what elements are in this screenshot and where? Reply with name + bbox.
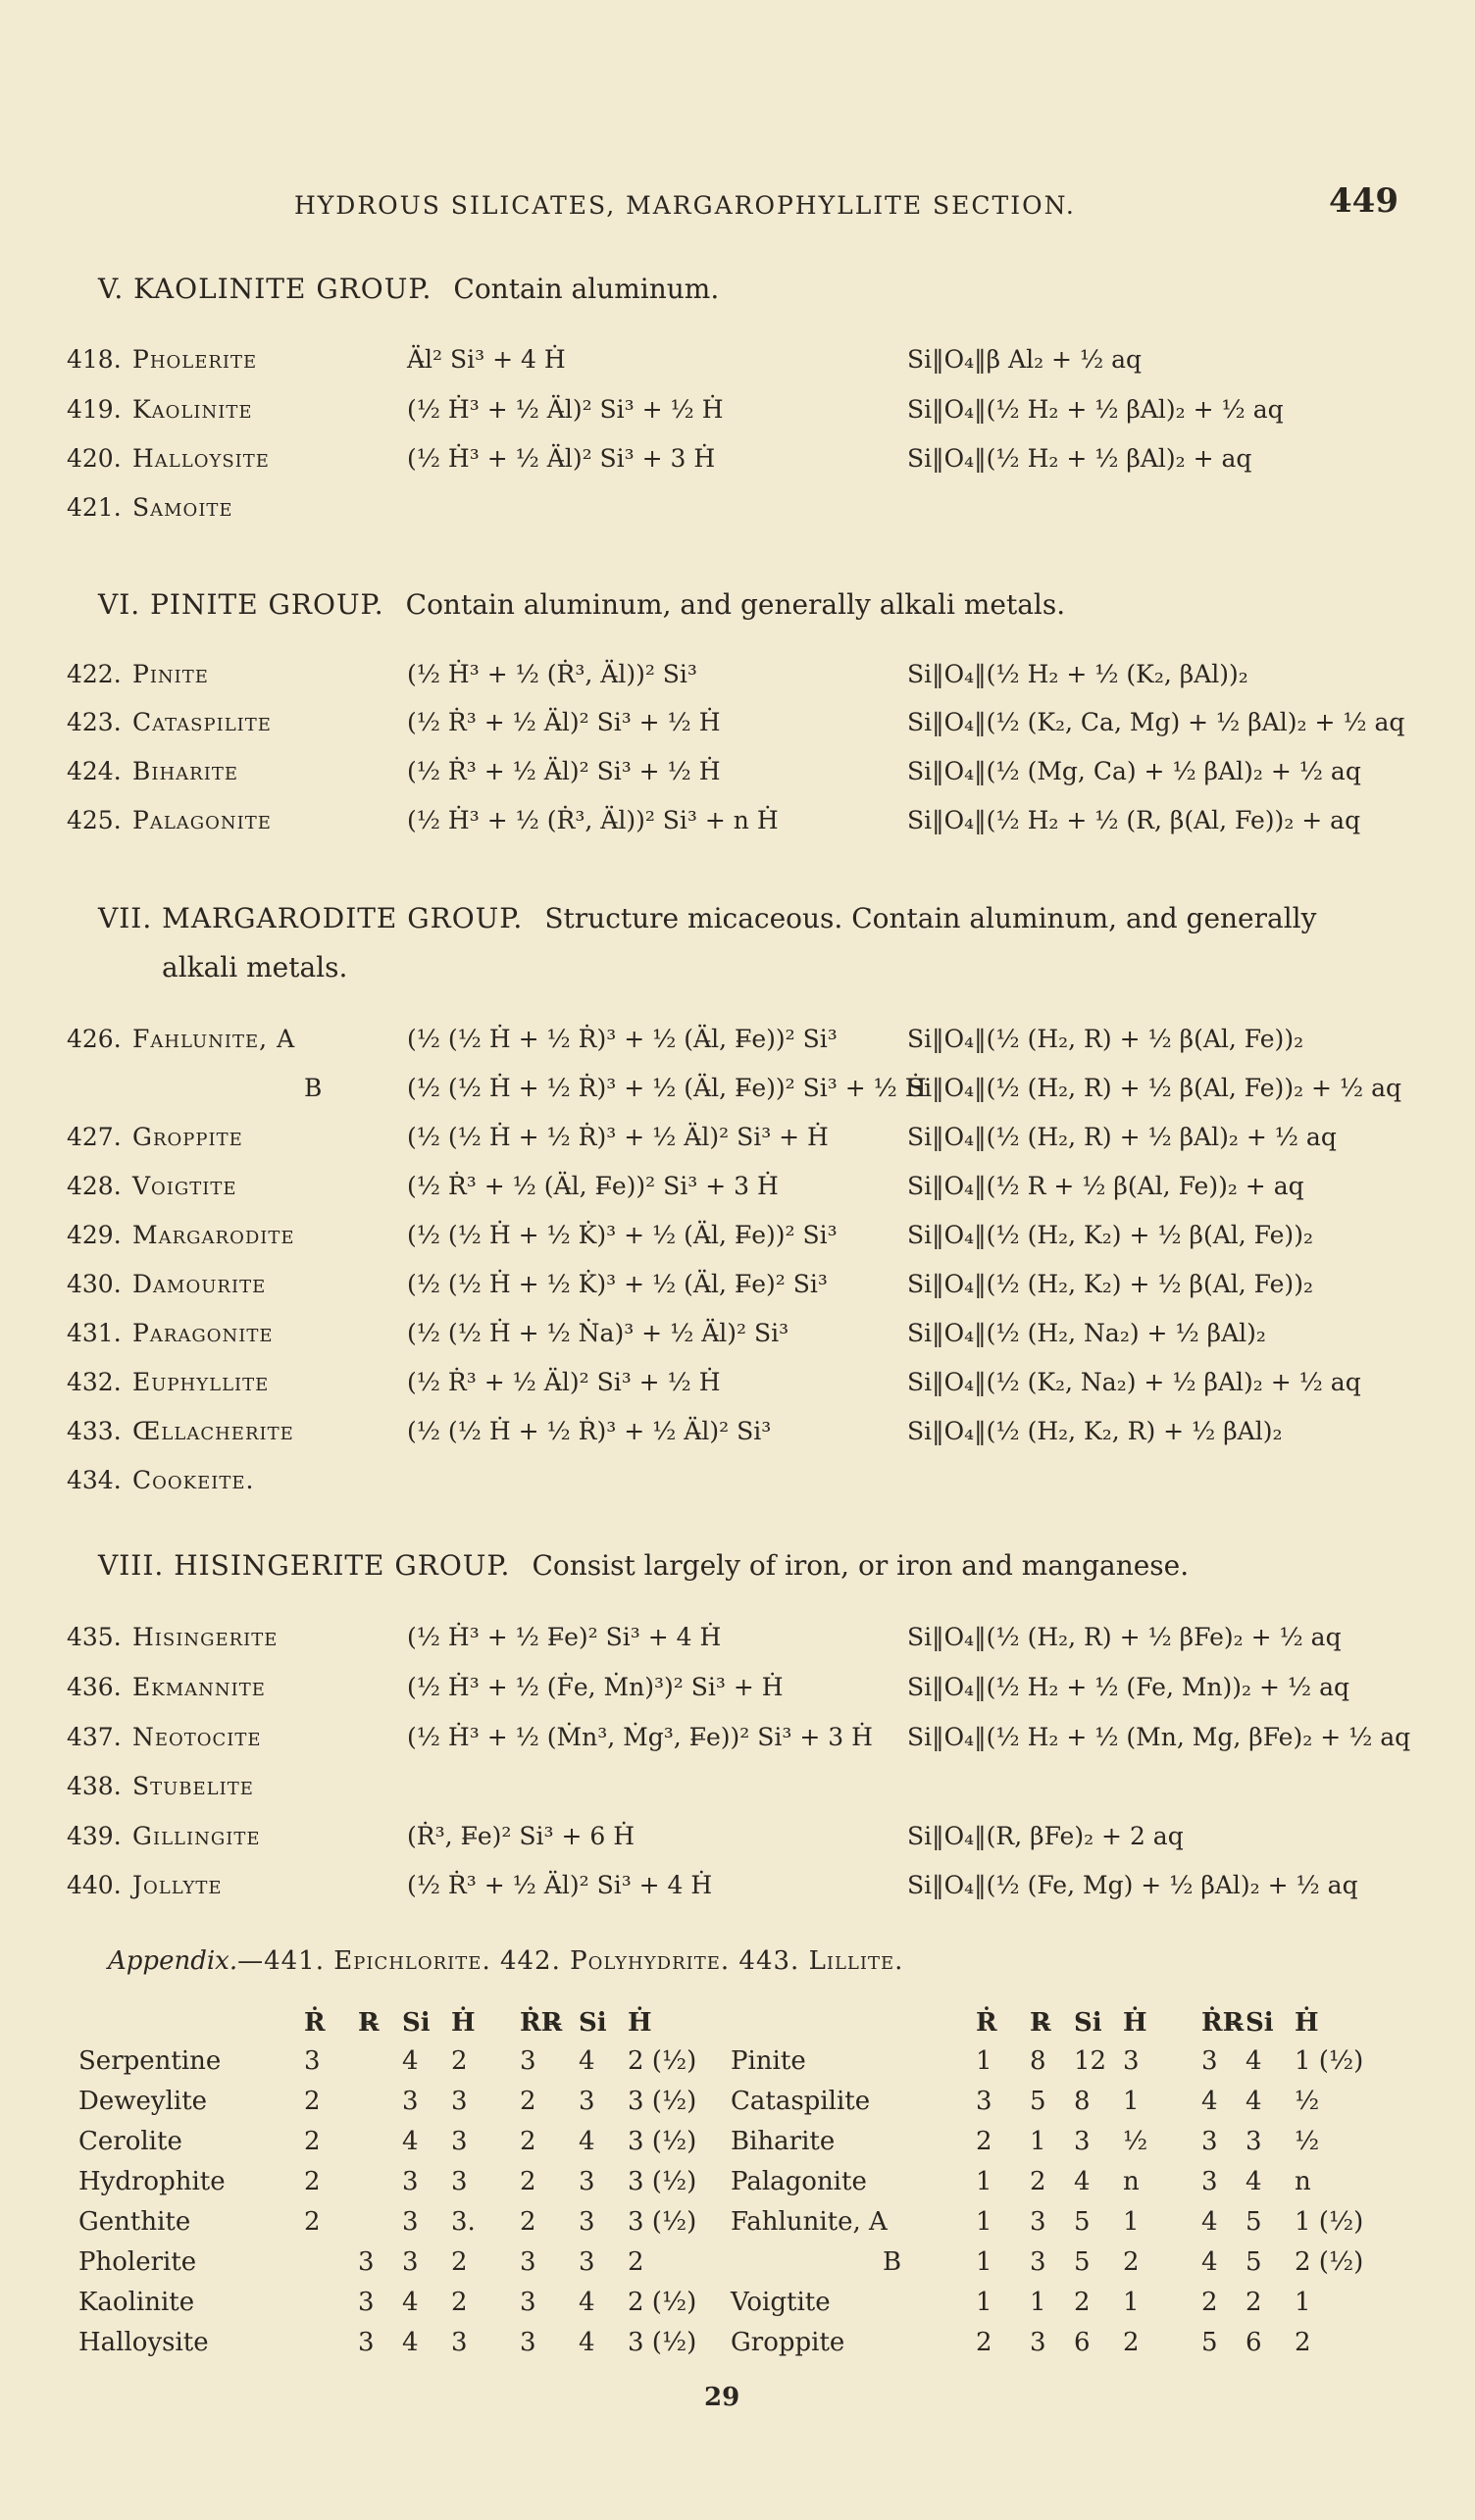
- mineral-row: [0, 1270, 1475, 1315]
- mineral-number: 427.: [67, 1123, 122, 1151]
- mineral-row: [0, 1623, 1475, 1668]
- ratio-value: 3: [358, 2328, 375, 2357]
- mineral-row: [0, 1723, 1475, 1768]
- ratio-value: 3 (½): [628, 2207, 697, 2237]
- structural-formula: Si‖O₄‖(R, βFe)₂ + 2 aq: [907, 1822, 1184, 1850]
- ratio-value: 3: [1074, 2127, 1091, 2156]
- mineral-number: 440.: [67, 1871, 122, 1899]
- mineral-number: 438.: [67, 1772, 122, 1800]
- ratio-value: 2: [451, 2046, 468, 2076]
- ratio-row-name: Hydrophite: [78, 2167, 226, 2196]
- structural-formula: Si‖O₄‖(½ (H₂, R) + ½ β(Al, Fe))₂ + ½ aq: [907, 1074, 1402, 1102]
- group-description: Structure micaceous. Contain aluminum, and generally: [544, 902, 1317, 934]
- column-header: R̶: [1030, 2008, 1051, 2038]
- group-description: Consist largely of iron, or iron and manganese.: [532, 1549, 1190, 1582]
- ratio-value: 1: [1123, 2087, 1140, 2116]
- ratio-value: ½: [1295, 2127, 1320, 2156]
- ratio-value: 1: [976, 2167, 992, 2196]
- mineral-row: [0, 1673, 1475, 1718]
- ratio-value: 3 (½): [628, 2087, 697, 2116]
- section-title: [98, 588, 1065, 621]
- column-header: Ṙ: [304, 2008, 326, 2038]
- mineral-name: Euphyllite: [132, 1368, 270, 1396]
- mineral-name: Pinite: [132, 660, 209, 688]
- ratio-value: n: [1123, 2167, 1140, 2196]
- mineral-row: [0, 1025, 1475, 1070]
- mineral-number: 419.: [67, 395, 122, 424]
- mineral-number: 424.: [67, 757, 122, 785]
- ratio-value: 2: [1123, 2328, 1140, 2357]
- ratio-value: 5: [1030, 2087, 1046, 2116]
- ratio-value: 4: [1074, 2167, 1091, 2196]
- ratio-value: ½: [1123, 2127, 1148, 2156]
- column-header: R̶: [358, 2008, 380, 2038]
- ratio-value: 2: [1295, 2328, 1311, 2357]
- mineral-name: Gillingite: [132, 1822, 261, 1850]
- oxygen-ratio-formula: (½ Ḣ³ + ½ Ä̶l)² Si³ + 3 Ḣ: [407, 444, 716, 473]
- mineral-row: [0, 1772, 1475, 1817]
- ratio-value: 2: [1030, 2167, 1046, 2196]
- ratio-value: 1: [976, 2247, 992, 2277]
- column-header: Si: [1246, 2008, 1274, 2038]
- ratio-value: 4: [579, 2127, 595, 2156]
- ratio-value: 3: [1201, 2167, 1218, 2196]
- running-head: HYDROUS SILICATES, MARGAROPHYLLITE SECTION.: [294, 191, 1076, 220]
- ratio-value: 1: [1123, 2288, 1140, 2317]
- mineral-row: [0, 1368, 1475, 1413]
- mineral-number: 433.: [67, 1417, 122, 1445]
- section-title: [98, 273, 719, 305]
- ratio-row: [0, 2046, 1475, 2086]
- ratio-value: 2: [520, 2087, 536, 2116]
- ratio-value: 3: [1030, 2247, 1046, 2277]
- ratio-value: 1 (½): [1295, 2046, 1364, 2076]
- appendix-text: —441. Epichlorite. 442. Polyhydrite. 443. Lillite.: [237, 1946, 904, 1976]
- mineral-row: [0, 806, 1475, 851]
- structural-formula: Si‖O₄‖β Al₂ + ½ aq: [907, 345, 1143, 374]
- mineral-row: [0, 708, 1475, 753]
- ratio-value: 4: [579, 2288, 595, 2317]
- ratio-row-name: Palagonite: [731, 2167, 867, 2196]
- ratio-value: 1: [976, 2288, 992, 2317]
- ratio-value: 3: [402, 2207, 419, 2237]
- ratio-value: 2: [451, 2288, 468, 2317]
- ratio-value: 3: [520, 2247, 536, 2277]
- oxygen-ratio-formula: (½ Ṙ³ + ½ Ä̶l)² Si³ + ½ Ḣ: [407, 757, 721, 785]
- mineral-name: Kaolinite: [132, 395, 253, 424]
- structural-formula: Si‖O₄‖(½ (H₂, R) + ½ β(Al, Fe))₂: [907, 1025, 1304, 1053]
- column-header: Ḣ: [451, 2008, 476, 2038]
- mineral-number: 429.: [67, 1221, 122, 1249]
- ratio-value: 3: [579, 2087, 595, 2116]
- mineral-name: Ekmannite: [132, 1673, 266, 1701]
- mineral-name: Pholerite: [132, 345, 258, 374]
- ratio-row-name: Pinite: [731, 2046, 806, 2076]
- mineral-name: Cataspilite: [132, 708, 272, 736]
- page-number: 449: [1329, 181, 1399, 221]
- mineral-name: Damourite: [132, 1270, 267, 1298]
- ratio-value: 4: [402, 2127, 419, 2156]
- appendix-label: Appendix.: [108, 1946, 238, 1976]
- ratio-value: 2: [304, 2127, 321, 2156]
- mineral-name: Biharite: [132, 757, 238, 785]
- group-name: VIII. HISINGERITE GROUP.: [98, 1549, 511, 1582]
- column-header: Ṙ: [976, 2008, 997, 2038]
- ratio-value: 3: [304, 2046, 321, 2076]
- ratio-value: 1: [976, 2046, 992, 2076]
- ratio-value: 3: [1246, 2127, 1262, 2156]
- oxygen-ratio-formula: (½ Ḣ³ + ½ (Ṙ³, Ä̶l))² Si³ + n Ḣ: [407, 806, 779, 834]
- section-title: [98, 1549, 1189, 1582]
- mineral-name: Fahlunite, A: [132, 1025, 296, 1053]
- ratio-value: 2 (½): [628, 2288, 697, 2317]
- mineral-number: 423.: [67, 708, 122, 736]
- mineral-number: 435.: [67, 1623, 122, 1651]
- ratio-value: 8: [1030, 2046, 1046, 2076]
- mineral-number: 422.: [67, 660, 122, 688]
- mineral-number: 426.: [67, 1025, 122, 1053]
- mineral-row: [0, 1074, 1475, 1119]
- mineral-number: 439.: [67, 1822, 122, 1850]
- structural-formula: Si‖O₄‖(½ H₂ + ½ βAl)₂ + ½ aq: [907, 395, 1284, 424]
- structural-formula: Si‖O₄‖(½ R + ½ β(Al, Fe))₂ + aq: [907, 1172, 1304, 1200]
- ratio-value: 3: [451, 2328, 468, 2357]
- ratio-value: 2: [976, 2328, 992, 2357]
- mineral-name: Palagonite: [132, 806, 272, 834]
- mineral-row: [0, 1822, 1475, 1867]
- ratio-row-name: Voigtite: [731, 2288, 831, 2317]
- mineral-name: Halloysite: [132, 444, 270, 473]
- mineral-number: 437.: [67, 1723, 122, 1751]
- ratio-table-header: [0, 2008, 1475, 2047]
- ratio-value: 3: [579, 2167, 595, 2196]
- mineral-name: Jollyte: [132, 1871, 223, 1899]
- mineral-row: [0, 757, 1475, 802]
- group-description-continued: alkali metals.: [162, 951, 348, 983]
- ratio-value: 3: [520, 2328, 536, 2357]
- ratio-value: 1 (½): [1295, 2207, 1364, 2237]
- ratio-value: 4: [402, 2046, 419, 2076]
- ratio-value: 1: [1295, 2288, 1311, 2317]
- ratio-value: 5: [1074, 2247, 1091, 2277]
- structural-formula: Si‖O₄‖(½ (H₂, K₂) + ½ β(Al, Fe))₂: [907, 1221, 1313, 1249]
- mineral-row: [0, 1319, 1475, 1364]
- structural-formula: Si‖O₄‖(½ (H₂, K₂, R) + ½ βAl)₂: [907, 1417, 1283, 1445]
- structural-formula: Si‖O₄‖(½ (H₂, R) + ½ βAl)₂ + ½ aq: [907, 1123, 1337, 1151]
- ratio-value: 6: [1074, 2328, 1091, 2357]
- structural-formula: Si‖O₄‖(½ (H₂, K₂) + ½ β(Al, Fe))₂: [907, 1270, 1313, 1298]
- mineral-row: [0, 493, 1475, 538]
- mineral-number: 430.: [67, 1270, 122, 1298]
- mineral-number: 431.: [67, 1319, 122, 1347]
- ratio-value: 4: [402, 2288, 419, 2317]
- ratio-value: 3: [579, 2247, 595, 2277]
- group-name: VI. PINITE GROUP.: [98, 588, 384, 621]
- ratio-value: 2: [1246, 2288, 1262, 2317]
- mineral-number: 418.: [67, 345, 122, 374]
- ratio-row: [0, 2247, 1475, 2287]
- ratio-row-name: Pholerite: [78, 2247, 197, 2277]
- oxygen-ratio-formula: (½ (½ Ḣ + ½ Ṅa)³ + ½ Ä̶l)² Si³: [407, 1319, 789, 1347]
- group-name: V. KAOLINITE GROUP.: [98, 273, 432, 305]
- ratio-value: 3 (½): [628, 2127, 697, 2156]
- ratio-value: 2 (½): [628, 2046, 697, 2076]
- ratio-value: 3: [402, 2087, 419, 2116]
- ratio-row-name: Genthite: [78, 2207, 191, 2237]
- ratio-value: 3: [1030, 2207, 1046, 2237]
- ratio-value: n: [1295, 2167, 1311, 2196]
- oxygen-ratio-formula: (½ Ṙ³ + ½ Ä̶l)² Si³ + ½ Ḣ: [407, 1368, 721, 1396]
- mineral-number: 436.: [67, 1673, 122, 1701]
- column-header: ṘR̶: [520, 2008, 563, 2038]
- oxygen-ratio-formula: (½ Ṙ³ + ½ Ä̶l)² Si³ + 4 Ḣ: [407, 1871, 713, 1899]
- mineral-name: Groppite: [132, 1123, 243, 1151]
- ratio-row-name: Groppite: [731, 2328, 845, 2357]
- structural-formula: Si‖O₄‖(½ (H₂, R) + ½ βFe)₂ + ½ aq: [907, 1623, 1342, 1651]
- ratio-value: 3: [451, 2087, 468, 2116]
- column-header: Ḣ: [628, 2008, 652, 2038]
- ratio-value: 6: [1246, 2328, 1262, 2357]
- ratio-value: 4: [1246, 2087, 1262, 2116]
- ratio-row: [0, 2288, 1475, 2327]
- ratio-value: 5: [1201, 2328, 1218, 2357]
- column-header: Ḣ: [1295, 2008, 1319, 2038]
- structural-formula: Si‖O₄‖(½ (K₂, Ca, Mg) + ½ βAl)₂ + ½ aq: [907, 708, 1405, 736]
- ratio-value: 3: [358, 2288, 375, 2317]
- mineral-row: [0, 1466, 1475, 1511]
- ratio-value: 2: [520, 2127, 536, 2156]
- ratio-row-name: Serpentine: [78, 2046, 222, 2076]
- mineral-name: Voigtite: [132, 1172, 237, 1200]
- mineral-number: 428.: [67, 1172, 122, 1200]
- ratio-row-name: Cerolite: [78, 2127, 182, 2156]
- ratio-value: 2: [520, 2167, 536, 2196]
- oxygen-ratio-formula: (½ Ḣ³ + ½ (Ḟe, Ṁn)³)² Si³ + Ḣ: [407, 1673, 784, 1701]
- oxygen-ratio-formula: (½ (½ Ḣ + ½ Ṙ)³ + ½ Ä̶l)² Si³ + Ḣ: [407, 1123, 829, 1151]
- ratio-value: 2 (½): [1295, 2247, 1364, 2277]
- ratio-value: 3: [520, 2288, 536, 2317]
- mineral-name: Neotocite: [132, 1723, 262, 1751]
- ratio-row-name: Cataspilite: [731, 2087, 871, 2116]
- ratio-row-name: B: [883, 2247, 902, 2277]
- ratio-value: 2: [520, 2207, 536, 2237]
- ratio-row: [0, 2167, 1475, 2206]
- mineral-row: [0, 1172, 1475, 1217]
- ratio-value: 2: [628, 2247, 644, 2277]
- oxygen-ratio-formula: (½ (½ Ḣ + ½ Ṙ)³ + ½ Ä̶l)² Si³: [407, 1417, 772, 1445]
- column-header: ṘR̶: [1201, 2008, 1245, 2038]
- ratio-value: 3 (½): [628, 2328, 697, 2357]
- oxygen-ratio-formula: Ä̶l² Si³ + 4 Ḣ: [407, 345, 566, 374]
- mineral-name: Hisingerite: [132, 1623, 279, 1651]
- oxygen-ratio-formula: (½ (½ Ḣ + ½ Ṙ)³ + ½ (Ä̶l, F̶e))² Si³ + ½ Ḣ: [407, 1074, 927, 1102]
- oxygen-ratio-formula: (½ Ḣ³ + ½ (Ṁn³, Ṁg³, F̶e))² Si³ + 3 Ḣ: [407, 1723, 873, 1751]
- mineral-row: [0, 1417, 1475, 1462]
- ratio-value: 3 (½): [628, 2167, 697, 2196]
- ratio-value: 8: [1074, 2087, 1091, 2116]
- structural-formula: Si‖O₄‖(½ H₂ + ½ (Fe, Mn))₂ + ½ aq: [907, 1673, 1349, 1701]
- ratio-value: 5: [1074, 2207, 1091, 2237]
- column-header: Si: [579, 2008, 607, 2038]
- ratio-value: 4: [1201, 2087, 1218, 2116]
- mineral-name: Stubelite: [132, 1772, 254, 1800]
- mineral-row: [0, 1123, 1475, 1168]
- ratio-value: 3: [402, 2247, 419, 2277]
- column-header: Ḣ: [1123, 2008, 1147, 2038]
- ratio-value: 4: [1201, 2247, 1218, 2277]
- ratio-value: 2: [1074, 2288, 1091, 2317]
- ratio-row-name: Biharite: [731, 2127, 836, 2156]
- column-header: Si: [402, 2008, 431, 2038]
- structural-formula: Si‖O₄‖(½ H₂ + ½ βAl)₂ + aq: [907, 444, 1252, 473]
- mineral-row: [0, 395, 1475, 440]
- ratio-value: 2: [976, 2127, 992, 2156]
- mineral-row: [0, 444, 1475, 489]
- ratio-value: 5: [1246, 2247, 1262, 2277]
- mineral-name: Cookeite.: [132, 1466, 255, 1494]
- oxygen-ratio-formula: (½ Ḣ³ + ½ (Ṙ³, Ä̶l))² Si³: [407, 660, 697, 688]
- group-description: Contain aluminum.: [453, 273, 720, 305]
- oxygen-ratio-formula: (½ (½ Ḣ + ½ Ṙ)³ + ½ (Ä̶l, F̶e))² Si³: [407, 1025, 838, 1053]
- oxygen-ratio-formula: (½ Ḣ³ + ½ F̶e)² Si³ + 4 Ḣ: [407, 1623, 722, 1651]
- ratio-value: 1: [976, 2207, 992, 2237]
- ratio-value: 3: [358, 2247, 375, 2277]
- ratio-row-name: Halloysite: [78, 2328, 209, 2357]
- ratio-value: 4: [402, 2328, 419, 2357]
- structural-formula: Si‖O₄‖(½ (Fe, Mg) + ½ βAl)₂ + ½ aq: [907, 1871, 1358, 1899]
- ratio-value: 3: [402, 2167, 419, 2196]
- ratio-value: 1: [1030, 2127, 1046, 2156]
- ratio-value: 3: [451, 2127, 468, 2156]
- oxygen-ratio-formula: (½ Ṙ³ + ½ (Ä̶l, F̶e))² Si³ + 3 Ḣ: [407, 1172, 779, 1200]
- ratio-value: 4: [1246, 2046, 1262, 2076]
- structural-formula: Si‖O₄‖(½ H₂ + ½ (Mn, Mg, βFe)₂ + ½ aq: [907, 1723, 1411, 1751]
- ratio-row-name: Kaolinite: [78, 2288, 195, 2317]
- oxygen-ratio-formula: (Ṙ³, F̶e)² Si³ + 6 Ḣ: [407, 1822, 635, 1850]
- oxygen-ratio-formula: (½ (½ Ḣ + ½ K̇)³ + ½ (Ä̶l, F̶e)² Si³: [407, 1270, 828, 1298]
- ratio-value: 3: [1201, 2046, 1218, 2076]
- ratio-value: 4: [1246, 2167, 1262, 2196]
- structural-formula: Si‖O₄‖(½ H₂ + ½ (K₂, βAl))₂: [907, 660, 1248, 688]
- section-title: [98, 902, 1316, 934]
- mineral-number: 432.: [67, 1368, 122, 1396]
- ratio-value: 2: [1201, 2288, 1218, 2317]
- ratio-value: 3: [1201, 2127, 1218, 2156]
- mineral-name: Margarodite: [132, 1221, 295, 1249]
- ratio-value: 3: [451, 2167, 468, 2196]
- ratio-row-name: Deweylite: [78, 2087, 208, 2116]
- ratio-value: 1: [1030, 2288, 1046, 2317]
- mineral-number: 420.: [67, 444, 122, 473]
- ratio-value: 3: [1123, 2046, 1140, 2076]
- mineral-number: 421.: [67, 493, 122, 522]
- mineral-row: [0, 1871, 1475, 1916]
- ratio-value: 3.: [451, 2207, 476, 2237]
- ratio-row: [0, 2087, 1475, 2126]
- ratio-value: 3: [1030, 2328, 1046, 2357]
- ratio-value: 4: [579, 2328, 595, 2357]
- group-name: VII. MARGARODITE GROUP.: [98, 902, 524, 934]
- mineral-row: [0, 660, 1475, 705]
- mineral-row: [0, 1221, 1475, 1266]
- ratio-value: 4: [579, 2046, 595, 2076]
- ratio-row: [0, 2328, 1475, 2367]
- ratio-value: ½: [1295, 2087, 1320, 2116]
- structural-formula: Si‖O₄‖(½ (Mg, Ca) + ½ βAl)₂ + ½ aq: [907, 757, 1361, 785]
- mineral-number: 434.: [67, 1466, 122, 1494]
- mineral-name: Œllacherite: [132, 1417, 294, 1445]
- structural-formula: Si‖O₄‖(½ (K₂, Na₂) + ½ βAl)₂ + ½ aq: [907, 1368, 1361, 1396]
- ratio-value: 1: [1123, 2207, 1140, 2237]
- ratio-value: 5: [1246, 2207, 1262, 2237]
- ratio-row: [0, 2127, 1475, 2166]
- structural-formula: Si‖O₄‖(½ (H₂, Na₂) + ½ βAl)₂: [907, 1319, 1266, 1347]
- group-description: Contain aluminum, and generally alkali metals.: [405, 588, 1066, 621]
- ratio-value: 12: [1074, 2046, 1107, 2076]
- oxygen-ratio-formula: (½ (½ Ḣ + ½ K̇)³ + ½ (Ä̶l, F̶e))² Si³: [407, 1221, 838, 1249]
- ratio-row: [0, 2207, 1475, 2246]
- oxygen-ratio-formula: (½ Ḣ³ + ½ Ä̶l)² Si³ + ½ Ḣ: [407, 395, 724, 424]
- oxygen-ratio-formula: (½ Ṙ³ + ½ Ä̶l)² Si³ + ½ Ḣ: [407, 708, 721, 736]
- ratio-value: 3: [520, 2046, 536, 2076]
- ratio-value: 2: [1123, 2247, 1140, 2277]
- ratio-value: 2: [304, 2087, 321, 2116]
- appendix: [108, 1946, 903, 1976]
- ratio-row-name: Fahlunite, A: [731, 2207, 888, 2237]
- mineral-name: B: [304, 1074, 324, 1102]
- mineral-name: Samoite: [132, 493, 233, 522]
- column-header: Si: [1074, 2008, 1102, 2038]
- mineral-number: 425.: [67, 806, 122, 834]
- ratio-value: 2: [304, 2207, 321, 2237]
- structural-formula: Si‖O₄‖(½ H₂ + ½ (R, β(Al, Fe))₂ + aq: [907, 806, 1361, 834]
- ratio-value: 3: [976, 2087, 992, 2116]
- signature-mark: 29: [704, 2383, 740, 2412]
- mineral-name: Paragonite: [132, 1319, 274, 1347]
- mineral-row: [0, 345, 1475, 390]
- ratio-value: 3: [579, 2207, 595, 2237]
- ratio-value: 2: [304, 2167, 321, 2196]
- ratio-value: 4: [1201, 2207, 1218, 2237]
- ratio-value: 2: [451, 2247, 468, 2277]
